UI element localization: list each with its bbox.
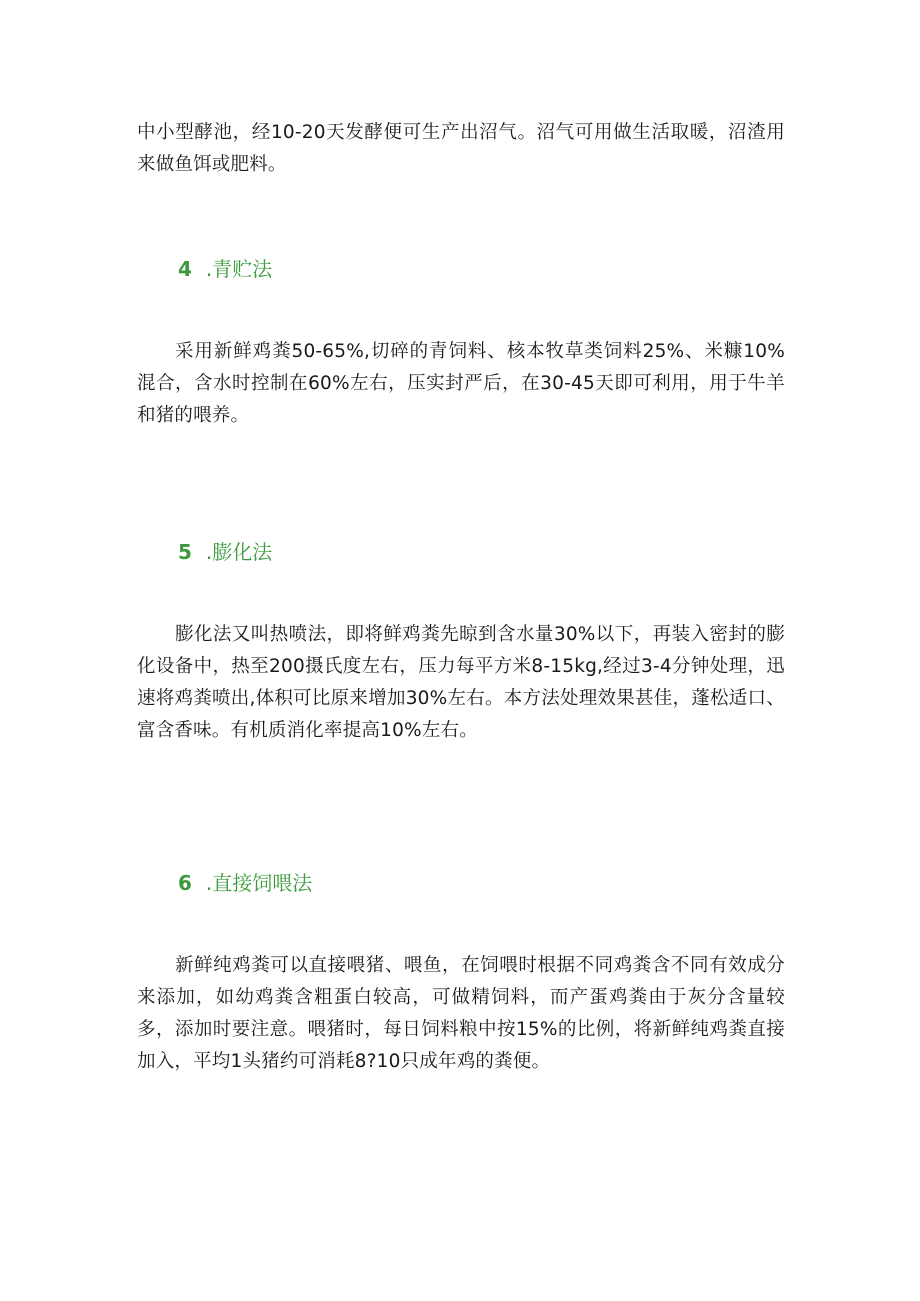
section-number: 4 (178, 257, 192, 281)
paragraph-intro: 中小型酵池，经10-20天发酵便可生产出沼气。沼气可用做生活取暖，沼渣用来做鱼饵或肥料。 (137, 122, 785, 175)
section-heading-5 (178, 538, 272, 566)
paragraph-puffing: 膨化法又叫热喷法，即将鲜鸡粪先晾到含水量30%以下，再装入密封的膨化设备中，热至200摄氏度左右，压力每平方米8-15kg,经过3-4分钟处理，迅速将鸡粪喷出,体积可比原来增加30%左右。本方法处理效果甚佳，蓬松适口、富含香味。有机质消化率提高10%左右。 (137, 624, 785, 741)
section-number: 6 (178, 871, 192, 895)
section-number: 5 (178, 540, 192, 564)
paragraph-direct-feeding: 新鲜纯鸡粪可以直接喂猪、喂鱼，在饲喂时根据不同鸡粪含不同有效成分来添加，如幼鸡粪含粗蛋白较高，可做精饲料，而产蛋鸡粪由于灰分含量较多，添加时要注意。喂猪时，每日饲料粮中按15%的比例，将新鲜纯鸡粪直接加入，平均1头猪约可消耗8?10只成年鸡的粪便。 (137, 955, 785, 1072)
section-heading-6 (178, 869, 312, 897)
section-title: .膨化法 (205, 540, 273, 564)
section-title: .青贮法 (205, 257, 273, 281)
paragraph-silage: 采用新鲜鸡粪50-65%,切碎的青饲料、核本牧草类饲料25%、米糠10%混合，含水时控制在60%左右，压实封严后，在30-45天即可利用，用于牛羊和猪的喂养。 (137, 341, 785, 426)
section-heading-4 (178, 255, 272, 283)
section-title: .直接饲喂法 (205, 871, 313, 895)
